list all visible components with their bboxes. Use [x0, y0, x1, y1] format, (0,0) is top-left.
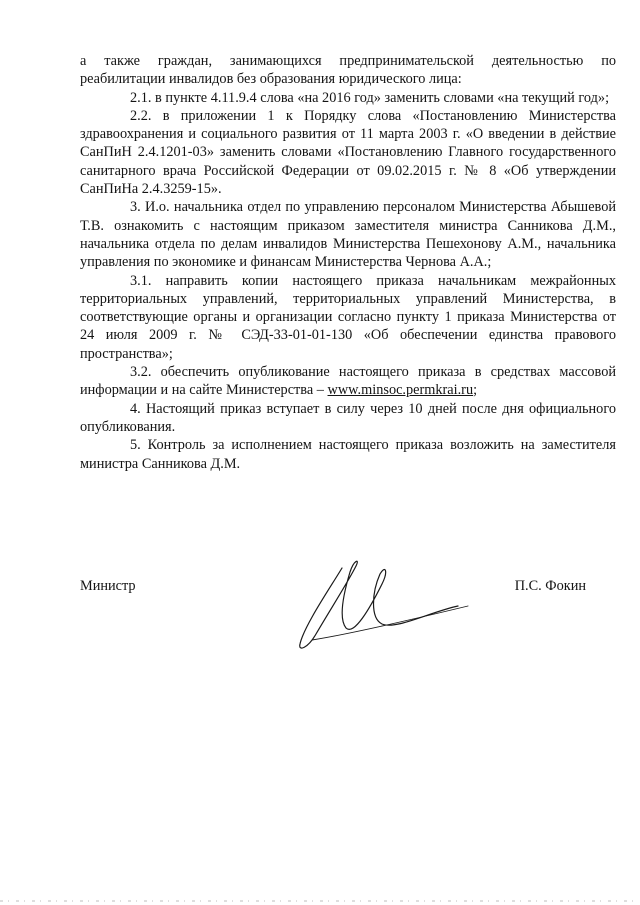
signer-name: П.С. Фокин: [514, 578, 586, 594]
scan-edge-noise: [0, 893, 640, 905]
website-link[interactable]: www.minsoc.permkrai.ru: [327, 382, 474, 399]
paragraph-5: 5. Контроль за исполнением настоящего приказа возложить на заместителя министра Санникова Д.М.: [80, 437, 616, 472]
paragraph-3-2-text: 3.2. обеспечить опубликование настоящего приказа в средствах массовой информации и на сайте Министерства –: [80, 364, 616, 399]
paragraph-continuation: а также граждан, занимающихся предпринимательской деятельностью по реабилитации инвалидов без образования юридического лица:: [80, 53, 616, 88]
paragraph-3-2: [80, 363, 616, 400]
document-body: [80, 52, 616, 473]
paragraph-3-1: 3.1. направить копии настоящего приказа начальникам межрайонных территориальных управлений, территориальных управлений Министерства, в соответствующие органы и организации согласно пункту 1 приказа Министерства от 24 июля 2009 г. № СЭД-33-01-01-130 «Об обеспечении единства правового пространства»;: [80, 272, 616, 362]
paragraph-3: 3. И.о. начальника отдел по управлению персоналом Министерства Абышевой Т.В. ознакомить с настоящим приказом заместителя министра Санникова Д.М., начальника отдела по делам инвалидов Министерства Пешехонову А.М., начальника управления по экономике и финансам Министерства Чернова А.А.;: [80, 199, 616, 271]
handwritten-signature: [290, 548, 480, 658]
paragraph-2-2: 2.2. в приложении 1 к Порядку слова «Постановлению Министерства здравоохранения и социального развития от 11 марта 2003 г. «О введении в действие СанПиН 2.4.1201-03» заменить словами «Постановлению Главного государственного санитарного врача Российской Федерации от 09.02.2015 г. № 8 «Об утверждении СанПиНа 2.4.3259-15».: [80, 107, 616, 198]
paragraph-2-1: 2.1. в пункте 4.11.9.4 слова «на 2016 год» заменить словами «на текущий год»;: [130, 89, 610, 106]
position-title: Министр: [80, 578, 136, 594]
paragraph-4: 4. Настоящий приказ вступает в силу через 10 дней после дня официального опубликования.: [80, 400, 616, 435]
paragraph-3-2-end: ;: [473, 382, 478, 399]
